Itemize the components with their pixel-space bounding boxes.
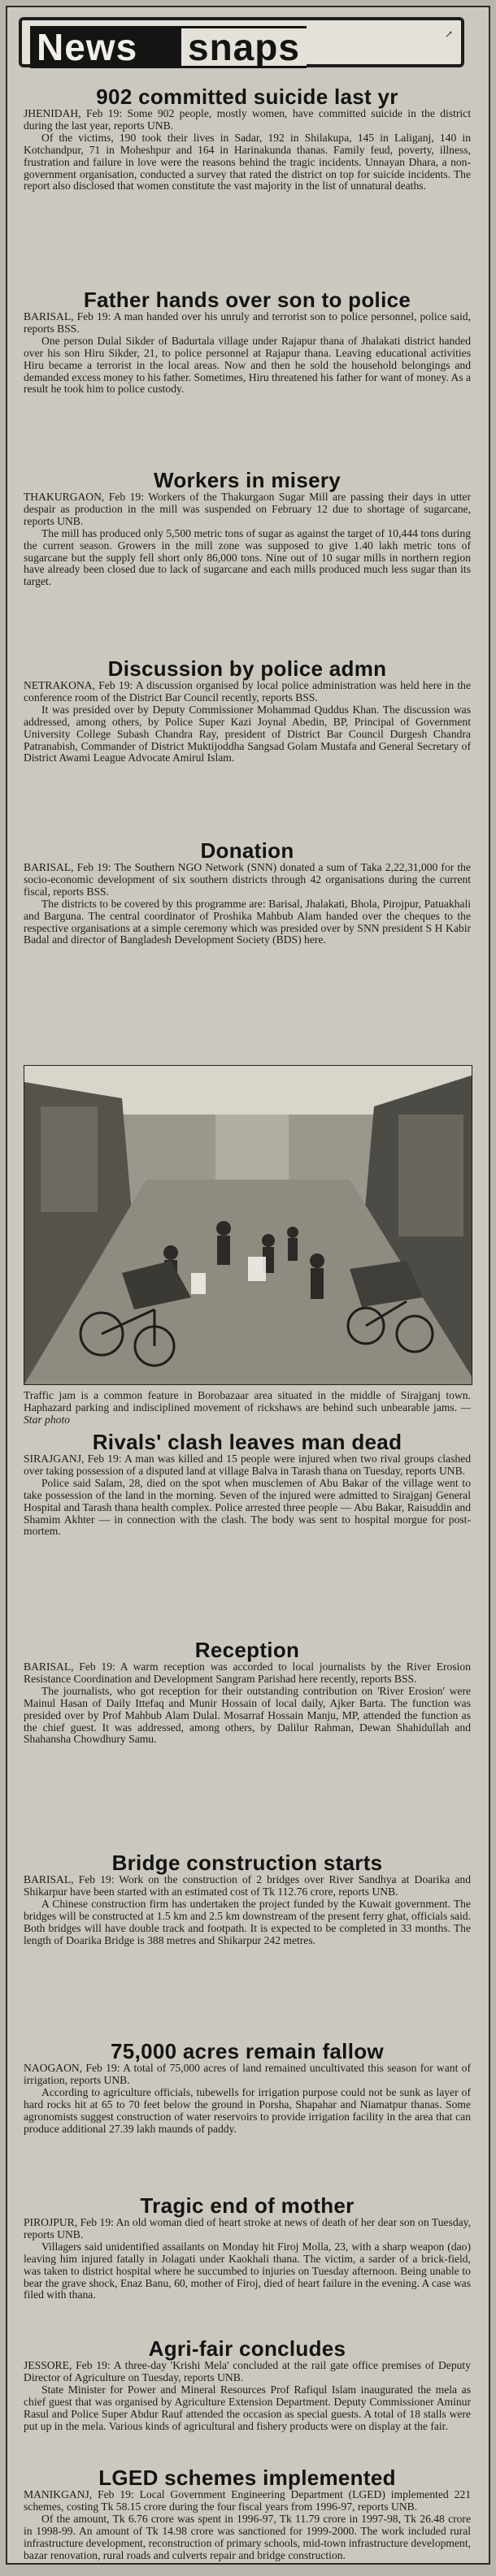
- story-headline: 902 committed suicide last yr: [96, 84, 398, 109]
- story-lead: THAKURGAON, Feb 19: Workers of the Thakurgaon Sugar Mill are passing their days in utter despair as production in the mill was suspended on February 12 due to shortage of sugarcane, reports UNB.: [24, 491, 471, 527]
- photo-credit: — Star photo: [24, 1401, 471, 1426]
- story-body: The journalists, who got reception for their outstanding contribution on 'River Erosion' were Mainul Hasan of Daily Ittefaq and Munir Hossain of local daily, Ajker Barta. The function was presided over by Prof Mahbub Alam Dulal. Mosarraf Hossain Manju, MP, attended the function as the chief guest. It was addressed, among others, by Dalilur Rahman, Dewan Shahidullah and Shahansha Chowdhury Samu.: [24, 1684, 471, 1746]
- story-lead: BARISAL, Feb 19: Work on the construction of 2 bridges over River Sandhya at Doarika and Shikarpur have been started with an estimated cost of Tk 112.76 crore, reports UNB.: [24, 1873, 471, 1898]
- story-headline: Rivals' clash leaves man dead: [92, 1430, 402, 1454]
- story-lead: BARISAL, Feb 19: A man handed over his unruly and terrorist son to police personnel, police said, reports BSS.: [24, 310, 471, 335]
- story-body: Of the victims, 190 took their lives in Sadar, 192 in Shilakupa, 145 in Laliganj, 140 in Kotchandpur, 71 in Moheshpur and 164 in Harinakunda thanas. Family feud, poverty, illness, frustration and failure in love were the reasons behind the tragic incidents. Unnayan Dhara, a non-government organisation, conducted a survey that rated the district on top for suicide incidents. The report also disclosed that women constitute the vast majority in the list of unnatural deaths.: [24, 131, 471, 193]
- story-donation: [7, 839, 489, 1065]
- story-headline: Reception: [194, 1638, 300, 1662]
- story-body: A Chinese construction firm has undertaken the project funded by the Kuwait government. The bridges will be constructed at 1.5 km and 2.5 km downstream of the present ferry ghat, officials said. Both bridges will have double track and footpath. It is expected to be completed in 33 months. The length of Doarika Bridge is 388 metres and Shikarpur 242 metres.: [24, 1897, 471, 1946]
- story-body: State Minister for Power and Mineral Resources Prof Rafiqul Islam inaugurated the mela as chief guest that was organised by Agriculture Extension Department. Deputy Commissioner Aminur Rasul and Police Super Abdur Rauf attended the occasion as special guests. A total of 18 stalls were put up in the mela. Various kinds of agricultural and fishery products were on display at the fair.: [24, 2383, 471, 2432]
- story-lead: BARISAL, Feb 19: A warm reception was accorded to local journalists by the River Erosion Resistance Coordination and Development Sangram Parishad here recently, reports BSS.: [24, 1660, 471, 1685]
- corner-arrow-icon: ↗: [444, 28, 453, 40]
- story-suicide: [7, 85, 489, 288]
- story-lead: MANIKGANJ, Feb 19: Local Government Engineering Department (LGED) implemented 221 schemes, costing Tk 58.15 crore during the four fiscal years from 1996-97, reports UNB.: [24, 2488, 471, 2513]
- story-acres-fallow: [7, 2040, 489, 2194]
- news-photo: [24, 1065, 472, 1385]
- story-father-son: [7, 288, 489, 469]
- story-headline: Tragic end of mother: [140, 2193, 355, 2218]
- masthead-word-snaps: snaps: [181, 28, 307, 66]
- masthead-word-news: News: [37, 26, 138, 68]
- newspaper-page: [6, 6, 490, 2565]
- story-lead: NETRAKONA, Feb 19: A discussion organised by local police administration was held here in the conference room of the District Bar Council recently, reports BSS.: [24, 679, 471, 704]
- story-headline: Father hands over son to police: [83, 288, 411, 312]
- story-headline: Donation: [200, 838, 294, 863]
- story-lead: JESSORE, Feb 19: A three-day 'Krishi Mela' concluded at the rail gate office premises of Deputy Director of Agriculture on Tuesday, reports UNB.: [24, 2359, 471, 2383]
- story-police-discussion: [7, 657, 489, 839]
- masthead-frame: [19, 17, 464, 67]
- story-body: It was presided over by Deputy Commissioner Mohammad Quddus Khan. The discussion was addressed, among others, by Police Super Kazi Joynal Abedin, BP, Principal of Government University College Subash Chandra Ray, president of District Bar Council Durgesh Chandra Patranabish, Commander of District Muktijoddha Sangsad Golam Mustafa and General Secretary of District Awami League Advocate Amirul Islam.: [24, 703, 471, 764]
- story-body: Police said Salam, 28, died on the spot when musclemen of Abu Bakar of the village went to take possession of the land in the morning. Seven of the injured were admitted to Sirajganj General Hospital and Tarash thana health complex. Police arrested three people — Abu Bakar, Raisuddin and Shamim Akhter — in connection with the clash. The body was sent to hospital morgue for post-mortem.: [24, 1476, 471, 1538]
- photo-caption: [7, 1385, 489, 1431]
- story-lged-schemes: [7, 2466, 489, 2565]
- story-workers-misery: [7, 469, 489, 657]
- story-headline: Workers in misery: [153, 468, 342, 492]
- story-headline: 75,000 acres remain fallow: [111, 2039, 384, 2063]
- story-lead: PIROJPUR, Feb 19: An old woman died of heart stroke at news of death of her dear son on Tuesday, reports UNB.: [24, 2216, 471, 2240]
- story-lead: JHENIDAH, Feb 19: Some 902 people, mostly women, have committed suicide in the district during the last year, reports UNB.: [24, 107, 471, 132]
- story-lead: SIRAJGANJ, Feb 19: A man was killed and 15 people were injured when two rival groups clashed over taking possession of a disputed land at village Balva in Tarash thana on Tuesday, reports UNB.: [24, 1453, 471, 1477]
- story-body: The mill has produced only 5,500 metric tons of sugar as against the target of 10,444 tons during the current season. Growers in the mill zone was supposed to give 1.40 lakh metric tons of sugarcane but the supply fell short only 86,000 tons. Nine out of 10 sugar mills in northern region have already been closed due to lack of sugarcane and each mills produced much less sugar than its target.: [24, 526, 471, 588]
- story-body: Villagers said unidentified assailants on Monday hit Firoj Molla, 23, with a sharp weapon (dao) leaving him injured fatally in Jolagati under Kaokhali thana. The victim, a sarder of a brick-field, was taken to district hospital where he succumbed to injuries on Tuesday afternoon. Being unable to bear the grave shock, Enaz Banu, 60, mother of Firoj, died of heart failure in the evening. A case was filed with thana.: [24, 2240, 471, 2301]
- story-reception: [7, 1639, 489, 1851]
- story-lead: BARISAL, Feb 19: The Southern NGO Network (SNN) donated a sum of Taka 2,22,31,000 for the socio-economic development of six southern districts through 42 organisations during the current fiscal, reports BSS.: [24, 861, 471, 898]
- story-bridge-construction: [7, 1851, 489, 2040]
- story-tragic-mother: [7, 2194, 489, 2337]
- masthead: [7, 7, 489, 85]
- story-body: The districts to be covered by this programme are: Barisal, Jhalakati, Bhola, Pirojpur, Patuakhali and Barguna. The central coordinator of Proshika Mahbub Alam handed over the cheques to the respective organisations at a simple ceremony which was presided over by SNN president S H Kabir Badal and director of Bangladesh Development Society (BDS) here.: [24, 897, 471, 946]
- story-rivals-clash: [7, 1431, 489, 1639]
- story-headline: Discussion by police admn: [107, 656, 387, 681]
- story-body: One person Dulal Sikder of Badurtala village under Rajapur thana of Jhalakati district handed over his son Hiru Sikder, 21, to police personnel at Rajapur thana. Leaving educational activities Hiru became a terrorist in the local areas. Now and then he sold the household belongings and demanded excess money to his father. Sometimes, Hiru threatened his father for want of money. As a result he took him to police custody.: [24, 334, 471, 396]
- story-agri-fair: [7, 2337, 489, 2466]
- street-photo-illustration: [24, 1066, 472, 1384]
- story-body: According to agriculture officials, tubewells for irrigation purpose could not be sunk as layer of hard rocks hit at 65 to 70 feet below the ground in Porsha, Shapahar and Niamatpur thanas. Some agronomists suggest construction of water reservoirs to provide irrigation facility in the area that can produce additional 27.39 lakh maunds of paddy.: [24, 2085, 471, 2135]
- story-headline: LGED schemes implemented: [98, 2466, 396, 2490]
- story-headline: Agri-fair concludes: [148, 2336, 346, 2361]
- story-headline: Bridge construction starts: [111, 1851, 383, 1875]
- caption-text: Traffic jam is a common feature in Borobazaar area situated in the middle of Sirajganj town. Haphazard parking and indisciplined movement of rickshaws are behind such unbearable jams.: [24, 1389, 471, 1414]
- story-lead: NAOGAON, Feb 19: A total of 75,000 acres of land remained uncultivated this season for want of irrigation, reports UNB.: [24, 2062, 471, 2086]
- story-body: Of the amount, Tk 6.76 crore was spent in 1996-97, Tk 11.79 crore in 1997-98, Tk 26.48 crore in 1998-99. An amount of Tk 14.98 crore was sanctioned for 1999-2000. The work included rural infrastructure development, reconstruction of primary schools, mid-town infrastructure development, bazar renovation, rural roads and culverts repair and bridge construction.: [24, 2512, 472, 2561]
